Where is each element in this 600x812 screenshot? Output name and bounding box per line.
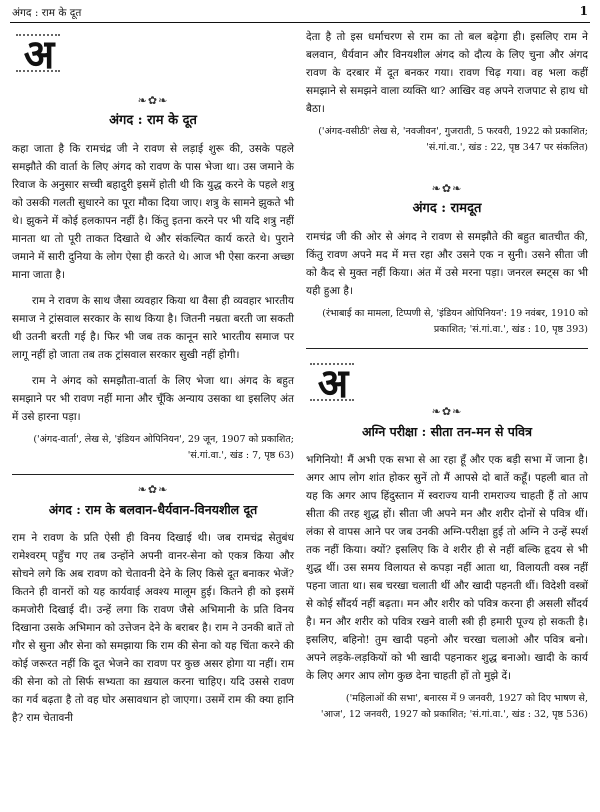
left-column — [12, 28, 294, 727]
paragraph: राम ने अंगद को समझौता-वार्ता के लिए भेजा था। अंगद के बहुत समझाने पर भी रावण नहीं माना और चूँकि अन्याय उसका था इसलिए अंत में उसे हारना पड़ा। — [12, 375, 294, 423]
flower-ornament-icon: ❧✿❧ — [137, 94, 169, 107]
flower-ornament-icon: ❧✿❧ — [431, 182, 463, 195]
drop-letter: अ — [23, 30, 55, 78]
source-citation: ('अंगद-वसीठी' लेख से, 'नवजीवन', गुजराती, 5 फरवरी, 1922 को प्रकाशित; 'सं.गां.वा.', खंड : 22, पृष्ठ 347 पर संकलित) — [318, 126, 588, 153]
section-divider — [12, 474, 294, 475]
flower-ornament-icon: ❧✿❧ — [431, 405, 463, 418]
section-heading: अंगद : राम के बलवान-धैर्यवान-विनयशील दूत — [48, 502, 258, 517]
right-column — [306, 28, 588, 723]
running-title: अंगद : राम के दूत — [12, 7, 82, 19]
source-citation: ('महिलाओं की सभा', बनारस में 9 जनवरी, 1927 को दिए भाषण से, 'आज', 12 जनवरी, 1927 को प्रकाशित; 'सं.गां.वा.', खंड : 32, पृष्ठ 536) — [320, 693, 588, 720]
drop-letter-ornament — [306, 357, 360, 405]
paragraph: कहा जाता है कि रामचंद्र जी ने रावण से लड़ाई शुरू की, उसके पहले समझौते की वार्ता के लिए अंगद को रावण के पास भेजा था। उस जमाने के रिवाज के अनुसार सच्ची बहादुरी इसमें होती थी कि युद्ध करने के पहले शत्रु को उसकी गलती सुधारने का पूरा मौका दिया जाए। शत्रु के सामने झुकते भी थे। झुकने में कोई हलकापन नहीं है। किंतु इतना करने पर भी यदि शत्रु नहीं मानता था तो पूरी ताकत दिखाते थे और संकल्पित कार्य करते थे। पुराने जमाने में सारी दुनिया के लोग ऐसा ही करते थे। आज भी ऐसा करना अच्छा माना जाता है। — [12, 143, 294, 281]
source-citation: ('अंगद-वार्ता', लेख से, 'इंडियन ओपिनियन', 29 जून, 1907 को प्रकाशित; 'सं.गां.वा.', खंड : 7, पृष्ठ 63) — [33, 434, 294, 461]
section-heading: अंगद : रामदूत — [412, 201, 482, 216]
flower-ornament-icon: ❧✿❧ — [137, 483, 169, 496]
drop-letter-ornament — [12, 28, 66, 76]
paragraph: भगिनियो! मैं अभी एक सभा से आ रहा हूँ और एक बड़ी सभा में जाना है। अगर आप लोग शांत होकर सुनें तो मैं आपसे दो बातें कहूँ। पहली बात तो यह कि अगर आप हिंदुस्तान में स्वराज्य यानी रामराज्य चाहती हैं तो आप सीता की तरह शुद्ध हों। सीता जी अपने मन और शरीर दोनों से पवित्र थीं। लंका से वापस आने पर जब उनकी अग्नि-परीक्षा हुई तो अग्नि ने उन्हें स्पर्श तक नहीं किया। क्यों? इसलिए कि वे शरीर ही से नहीं बल्कि हृदय से भी शुद्ध थीं। उस समय विलायत से कपड़ा नहीं आता था, विलायती वस्त्र नहीं पहना जाता था। सब चरखा चलाती थीं और खादी पहनती थीं। विदेशी वस्त्रों से कोई सौंदर्य नहीं बढ़ता। मन और शरीर को पवित्र करना ही असली सौंदर्य है। मन और शरीर को पवित्र रखने वाली स्त्री ही हमारी पूज्य हो सकती है। इसलिए, बहिनो! तुम खादी पहनो और चरखा चलाओ और पवित्र बनो। अपने लड़के-लड़कियों को भी खादी पहनाकर शुद्ध बनाओ। खादी के कार्य के लिए अगर आप लोग कुछ देना चाहती हों तो मुझे दें। — [306, 454, 588, 682]
header-rule — [10, 22, 590, 23]
paragraph: राम ने रावण के प्रति ऐसी ही विनय दिखाई थी। जब रामचंद्र सेतुबंध रामेश्वरम् पहुँच गए तब उन्होंने अपनी वानर-सेना को एकत्र किया और सोचने लगे कि अब रावण को चेतावनी देने के लिए किसे दूत बनाकर भेजें? कितने ही वानरों को यह कार्यवाई अवश्य मालूम हुई। कितने ही को इसमें कमजोरी दिखाई दी। उन्हें लगा कि रावण जैसे अभिमानी के प्रति विनय दिखाना उसके अभिमान को उत्तेजन देने के बराबर है। राम ने उनकी बातें तो गौर से सुना और सेना को समझाया कि राम की सेना को यह चिंता करने की कोई जरूरत नहीं कि दूत भेजने का रावण पर कुछ असर होगा या नहीं। राम की सेना को तो सिर्फ सभ्यता का ख़याल करना चाहिए। यदि उससे रावण का गर्व बढ़ता है तो वह घोर असावधान हो जाएगा। उसमें राम की क्या हानि है? राम चेतावनी — [12, 532, 294, 724]
paragraph: राम ने रावण के साथ जैसा व्यवहार किया था वैसा ही व्यवहार भारतीय समाज ने ट्रांसवाल सरकार के साथ किया है। जितनी नम्रता बरती जा सकती थी उतनी बरती गई है। फिर भी जब तक कानून सारे भारतीय समाज पर लागू नहीं हो जाता तब तक ट्रांसवाल सरकार सुखी नहीं होगी। — [12, 295, 294, 361]
paragraph: रामचंद्र जी की ओर से अंगद ने रावण से समझौते की बहुत बातचीत की, किंतु रावण अपने मद में मत्त रहा और उसने एक न सुनी। उसने सीता जी को कैद से मुक्त नहीं किया। अंत में उसे मरना पड़ा। जनरल स्मट्स का भी यही हुआ है। — [306, 231, 588, 297]
section-divider — [306, 348, 588, 349]
section-heading: अग्नि परीक्षा : सीता तन-मन से पवित्र — [362, 424, 532, 439]
paragraph: देता है तो इस धर्माचरण से राम का तो बल बढ़ेगा ही। इसलिए राम ने बलवान, धैर्यवान और विनयशील अंगद को दौत्य के लिए चुना और अंगद रावण के दरबार में दूत बनकर गया। रावण चिढ़ गया। वह भला कहीं समझाने से समझने वाला व्यक्ति था? आखिर वह अपने राजपाट से हाथ धो बैठा। — [306, 31, 588, 115]
drop-letter: अ — [317, 359, 349, 407]
source-citation: (रंभाबाई का मामला, टिप्पणी से, 'इंडियन ओपिनियन': 19 नवंबर, 1910 को प्रकाशित; 'सं.गां.वा.', खंड : 10, पृष्ठ 393) — [322, 308, 588, 335]
page-number: 1 — [579, 4, 588, 18]
section-heading: अंगद : राम के दूत — [109, 113, 197, 128]
